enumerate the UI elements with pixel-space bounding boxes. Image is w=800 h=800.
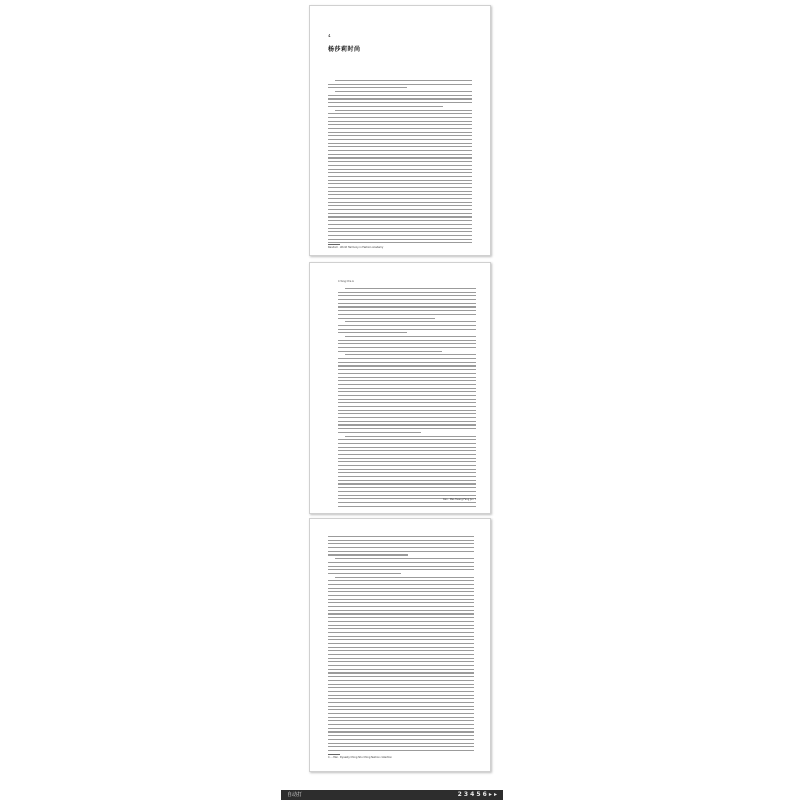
body-text	[328, 80, 472, 246]
page-indicator[interactable]: 2 3 4 5 6 ▸ ▸	[457, 791, 497, 798]
footnote-rule	[328, 754, 340, 755]
page-navigation-toolbar	[281, 790, 503, 800]
running-head: 4 Yang Cha Li	[338, 280, 355, 283]
body-text	[328, 536, 474, 754]
page-folio: Kao · Mei-Huang Feng Jun 7	[443, 498, 476, 501]
document-page-2[interactable]	[309, 262, 491, 514]
footnote-rule	[328, 244, 340, 245]
document-page-1[interactable]	[309, 5, 491, 256]
body-text	[338, 288, 476, 509]
document-page-3[interactable]	[309, 518, 491, 772]
footnote: 4 … Mei · Dynasty Ching Shu Ching fashion collection	[328, 756, 393, 759]
footnote: Random · World Harmony in Fashion Academy	[328, 246, 384, 249]
chapter-number: 4	[328, 33, 331, 38]
auto-play-button[interactable]: 自动打	[287, 792, 303, 798]
chapter-title: 杨莎莉时尚	[328, 46, 361, 53]
